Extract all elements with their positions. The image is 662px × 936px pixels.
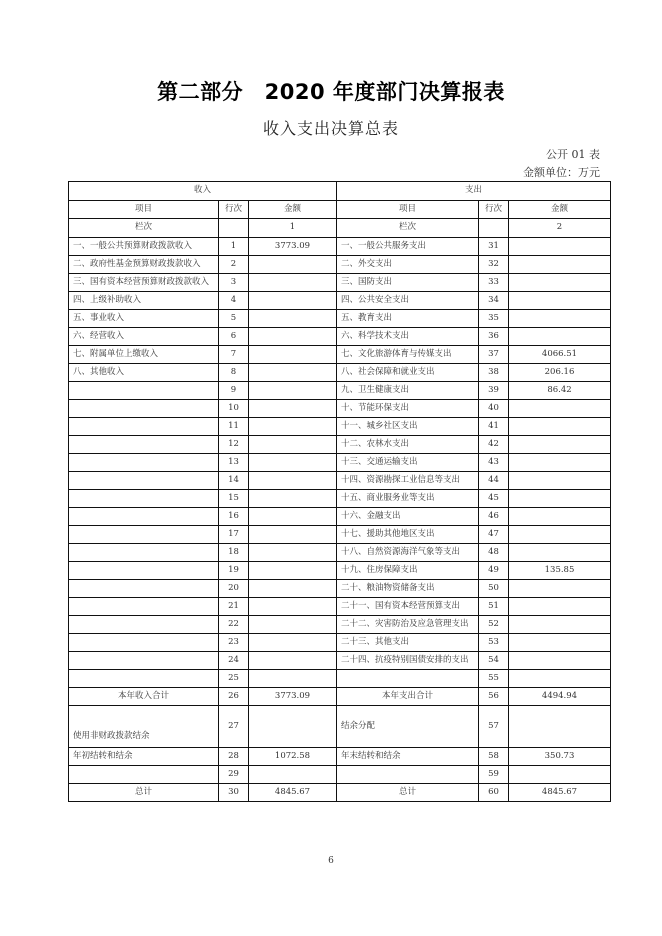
income-amount-cell bbox=[249, 363, 337, 381]
income-line-cell: 17 bbox=[219, 525, 249, 543]
income-amount-cell bbox=[249, 765, 337, 783]
income-amount-cell bbox=[249, 705, 337, 747]
income-index-line bbox=[219, 219, 249, 238]
income-line-cell: 22 bbox=[219, 615, 249, 633]
expense-index-label: 栏次 bbox=[337, 219, 479, 238]
section-header-row bbox=[69, 182, 611, 201]
income-item-cell bbox=[69, 489, 219, 507]
expense-index-col: 2 bbox=[509, 219, 611, 238]
expense-item-cell: 十八、自然资源海洋气象等支出 bbox=[337, 543, 479, 561]
table-code-label: 公开 01 表 bbox=[546, 148, 600, 161]
income-amount-header: 金额 bbox=[249, 200, 337, 219]
income-line-cell: 2 bbox=[219, 255, 249, 273]
table-row bbox=[69, 489, 611, 507]
expense-item-cell: 五、教育支出 bbox=[337, 309, 479, 327]
table-row bbox=[69, 705, 611, 747]
income-line-cell: 26 bbox=[219, 687, 249, 705]
expense-amount-cell: 135.85 bbox=[509, 561, 611, 579]
income-amount-cell bbox=[249, 399, 337, 417]
income-item-cell: 八、其他收入 bbox=[69, 363, 219, 381]
income-item-cell bbox=[69, 615, 219, 633]
income-amount-cell bbox=[249, 453, 337, 471]
income-item-cell: 三、国有资本经营预算财政拨款收入 bbox=[69, 273, 219, 291]
expense-item-cell: 二十四、抗疫特别国债安排的支出 bbox=[337, 651, 479, 669]
income-item-cell bbox=[69, 633, 219, 651]
expense-amount-cell: 206.16 bbox=[509, 363, 611, 381]
expense-amount-cell bbox=[509, 309, 611, 327]
expense-item-cell: 六、科学技术支出 bbox=[337, 327, 479, 345]
expense-line-header: 行次 bbox=[479, 200, 509, 219]
expense-line-cell: 45 bbox=[479, 489, 509, 507]
expense-amount-cell bbox=[509, 543, 611, 561]
income-line-cell: 5 bbox=[219, 309, 249, 327]
expense-line-cell: 56 bbox=[479, 687, 509, 705]
expense-amount-cell bbox=[509, 525, 611, 543]
expense-line-cell: 35 bbox=[479, 309, 509, 327]
expense-amount-cell bbox=[509, 417, 611, 435]
table-row bbox=[69, 507, 611, 525]
income-amount-cell bbox=[249, 651, 337, 669]
income-line-header: 行次 bbox=[219, 200, 249, 219]
income-amount-cell: 3773.09 bbox=[249, 237, 337, 255]
expense-amount-cell: 4494.94 bbox=[509, 687, 611, 705]
income-line-cell: 25 bbox=[219, 669, 249, 687]
income-item-cell: 使用非财政拨款结余 bbox=[69, 705, 219, 747]
expense-item-cell: 十六、金融支出 bbox=[337, 507, 479, 525]
expense-line-cell: 50 bbox=[479, 579, 509, 597]
expense-line-cell: 55 bbox=[479, 669, 509, 687]
expense-item-cell: 总计 bbox=[337, 783, 479, 801]
expense-line-cell: 47 bbox=[479, 525, 509, 543]
expense-line-cell: 33 bbox=[479, 273, 509, 291]
income-amount-cell bbox=[249, 417, 337, 435]
expense-line-cell: 44 bbox=[479, 471, 509, 489]
table-row bbox=[69, 633, 611, 651]
income-section-header: 收入 bbox=[69, 182, 337, 201]
column-index-row bbox=[69, 219, 611, 238]
income-amount-cell bbox=[249, 543, 337, 561]
income-line-cell: 24 bbox=[219, 651, 249, 669]
income-amount-cell bbox=[249, 291, 337, 309]
expense-item-cell: 一、一般公共服务支出 bbox=[337, 237, 479, 255]
income-item-cell bbox=[69, 381, 219, 399]
expense-amount-cell: 4845.67 bbox=[509, 783, 611, 801]
table-row bbox=[69, 435, 611, 453]
expense-line-cell: 60 bbox=[479, 783, 509, 801]
table-row bbox=[69, 381, 611, 399]
expense-amount-cell bbox=[509, 291, 611, 309]
income-line-cell: 30 bbox=[219, 783, 249, 801]
expense-section-header: 支出 bbox=[337, 182, 611, 201]
income-item-header: 项目 bbox=[69, 200, 219, 219]
expense-item-cell: 四、公共安全支出 bbox=[337, 291, 479, 309]
expense-item-cell: 二、外交支出 bbox=[337, 255, 479, 273]
income-line-cell: 20 bbox=[219, 579, 249, 597]
expense-line-cell: 52 bbox=[479, 615, 509, 633]
income-item-cell bbox=[69, 435, 219, 453]
expense-item-cell: 十一、城乡社区支出 bbox=[337, 417, 479, 435]
expense-item-cell: 二十二、灾害防治及应急管理支出 bbox=[337, 615, 479, 633]
income-amount-cell bbox=[249, 615, 337, 633]
expense-line-cell: 42 bbox=[479, 435, 509, 453]
income-item-cell bbox=[69, 765, 219, 783]
table-row bbox=[69, 255, 611, 273]
income-line-cell: 13 bbox=[219, 453, 249, 471]
expense-line-cell: 43 bbox=[479, 453, 509, 471]
income-line-cell: 16 bbox=[219, 507, 249, 525]
table-row bbox=[69, 291, 611, 309]
table-row bbox=[69, 345, 611, 363]
income-item-cell: 二、政府性基金预算财政拨款收入 bbox=[69, 255, 219, 273]
expense-item-cell: 七、文化旅游体育与传媒支出 bbox=[337, 345, 479, 363]
income-line-cell: 10 bbox=[219, 399, 249, 417]
income-line-cell: 15 bbox=[219, 489, 249, 507]
expense-amount-cell bbox=[509, 273, 611, 291]
expense-line-cell: 34 bbox=[479, 291, 509, 309]
expense-item-cell: 九、卫生健康支出 bbox=[337, 381, 479, 399]
expense-line-cell: 59 bbox=[479, 765, 509, 783]
income-amount-cell bbox=[249, 597, 337, 615]
expense-amount-cell bbox=[509, 255, 611, 273]
income-amount-cell: 1072.58 bbox=[249, 747, 337, 765]
income-item-cell bbox=[69, 417, 219, 435]
expense-amount-cell bbox=[509, 765, 611, 783]
page-main-title: 第二部分 2020 年度部门决算报表 bbox=[157, 80, 505, 104]
income-line-cell: 19 bbox=[219, 561, 249, 579]
table-row bbox=[69, 747, 611, 765]
income-item-cell bbox=[69, 525, 219, 543]
income-item-cell bbox=[69, 543, 219, 561]
income-item-cell bbox=[69, 651, 219, 669]
income-line-cell: 12 bbox=[219, 435, 249, 453]
table-row bbox=[69, 525, 611, 543]
table-row bbox=[69, 765, 611, 783]
income-item-cell: 总计 bbox=[69, 783, 219, 801]
income-item-cell bbox=[69, 597, 219, 615]
income-amount-cell bbox=[249, 633, 337, 651]
income-item-cell bbox=[69, 579, 219, 597]
income-item-cell bbox=[69, 507, 219, 525]
expense-item-cell: 二十一、国有资本经营预算支出 bbox=[337, 597, 479, 615]
expense-item-cell: 十、节能环保支出 bbox=[337, 399, 479, 417]
income-amount-cell bbox=[249, 255, 337, 273]
expense-amount-cell bbox=[509, 633, 611, 651]
table-row bbox=[69, 651, 611, 669]
income-item-cell bbox=[69, 471, 219, 489]
table-row bbox=[69, 543, 611, 561]
expense-amount-header: 金额 bbox=[509, 200, 611, 219]
expense-item-cell: 八、社会保障和就业支出 bbox=[337, 363, 479, 381]
expense-line-cell: 41 bbox=[479, 417, 509, 435]
expense-line-cell: 53 bbox=[479, 633, 509, 651]
expense-item-cell: 二十三、其他支出 bbox=[337, 633, 479, 651]
expense-amount-cell bbox=[509, 471, 611, 489]
expense-amount-cell bbox=[509, 579, 611, 597]
income-item-cell: 四、上级补助收入 bbox=[69, 291, 219, 309]
income-amount-cell bbox=[249, 381, 337, 399]
expense-item-cell: 十五、商业服务业等支出 bbox=[337, 489, 479, 507]
expense-amount-cell bbox=[509, 453, 611, 471]
income-item-cell bbox=[69, 669, 219, 687]
income-line-cell: 29 bbox=[219, 765, 249, 783]
expense-line-cell: 48 bbox=[479, 543, 509, 561]
expense-amount-cell: 86.42 bbox=[509, 381, 611, 399]
income-amount-cell bbox=[249, 489, 337, 507]
expense-amount-cell bbox=[509, 507, 611, 525]
expense-item-cell bbox=[337, 669, 479, 687]
amount-unit-label: 金额单位：万元 bbox=[523, 166, 600, 179]
income-item-cell bbox=[69, 399, 219, 417]
income-line-cell: 21 bbox=[219, 597, 249, 615]
income-item-cell: 本年收入合计 bbox=[69, 687, 219, 705]
expense-index-line bbox=[479, 219, 509, 238]
income-item-cell: 五、事业收入 bbox=[69, 309, 219, 327]
expense-amount-cell: 350.73 bbox=[509, 747, 611, 765]
expense-amount-cell: 4066.51 bbox=[509, 345, 611, 363]
income-item-cell bbox=[69, 453, 219, 471]
expense-item-header: 项目 bbox=[337, 200, 479, 219]
income-line-cell: 8 bbox=[219, 363, 249, 381]
expense-amount-cell bbox=[509, 237, 611, 255]
income-amount-cell bbox=[249, 471, 337, 489]
table-row bbox=[69, 579, 611, 597]
expense-line-cell: 40 bbox=[479, 399, 509, 417]
table-row bbox=[69, 417, 611, 435]
income-index-col: 1 bbox=[249, 219, 337, 238]
income-line-cell: 27 bbox=[219, 705, 249, 747]
income-item-cell: 一、一般公共预算财政拨款收入 bbox=[69, 237, 219, 255]
expense-line-cell: 37 bbox=[479, 345, 509, 363]
expense-line-cell: 38 bbox=[479, 363, 509, 381]
income-line-cell: 3 bbox=[219, 273, 249, 291]
expense-line-cell: 51 bbox=[479, 597, 509, 615]
expense-item-cell bbox=[337, 765, 479, 783]
subtotal-row bbox=[69, 687, 611, 705]
income-line-cell: 6 bbox=[219, 327, 249, 345]
expense-line-cell: 31 bbox=[479, 237, 509, 255]
income-line-cell: 18 bbox=[219, 543, 249, 561]
expense-amount-cell bbox=[509, 705, 611, 747]
income-item-cell bbox=[69, 561, 219, 579]
expense-amount-cell bbox=[509, 435, 611, 453]
table-row bbox=[69, 597, 611, 615]
table-row bbox=[69, 615, 611, 633]
expense-item-cell: 十二、农林水支出 bbox=[337, 435, 479, 453]
expense-amount-cell bbox=[509, 615, 611, 633]
expense-line-cell: 39 bbox=[479, 381, 509, 399]
income-amount-cell bbox=[249, 525, 337, 543]
income-line-cell: 28 bbox=[219, 747, 249, 765]
expense-line-cell: 32 bbox=[479, 255, 509, 273]
table-row bbox=[69, 363, 611, 381]
table-row bbox=[69, 273, 611, 291]
income-amount-cell bbox=[249, 273, 337, 291]
income-amount-cell bbox=[249, 507, 337, 525]
expense-item-cell: 十四、资源勘探工业信息等支出 bbox=[337, 471, 479, 489]
income-item-cell: 七、附属单位上缴收入 bbox=[69, 345, 219, 363]
income-expense-summary-table bbox=[68, 181, 611, 802]
expense-item-cell: 十九、住房保障支出 bbox=[337, 561, 479, 579]
income-amount-cell: 3773.09 bbox=[249, 687, 337, 705]
income-amount-cell bbox=[249, 327, 337, 345]
expense-line-cell: 54 bbox=[479, 651, 509, 669]
table-row bbox=[69, 327, 611, 345]
table-row bbox=[69, 471, 611, 489]
table-row bbox=[69, 453, 611, 471]
expense-amount-cell bbox=[509, 489, 611, 507]
expense-line-cell: 49 bbox=[479, 561, 509, 579]
expense-amount-cell bbox=[509, 669, 611, 687]
income-amount-cell bbox=[249, 579, 337, 597]
expense-item-cell: 结余分配 bbox=[337, 705, 479, 747]
expense-amount-cell bbox=[509, 399, 611, 417]
expense-line-cell: 57 bbox=[479, 705, 509, 747]
table-row bbox=[69, 669, 611, 687]
income-line-cell: 1 bbox=[219, 237, 249, 255]
income-item-cell: 年初结转和结余 bbox=[69, 747, 219, 765]
expense-amount-cell bbox=[509, 651, 611, 669]
income-amount-cell bbox=[249, 309, 337, 327]
column-header-row bbox=[69, 200, 611, 219]
table-row bbox=[69, 237, 611, 255]
income-index-label: 栏次 bbox=[69, 219, 219, 238]
grand-total-row bbox=[69, 783, 611, 801]
expense-item-cell: 三、国防支出 bbox=[337, 273, 479, 291]
expense-item-cell: 年末结转和结余 bbox=[337, 747, 479, 765]
expense-amount-cell bbox=[509, 327, 611, 345]
income-line-cell: 4 bbox=[219, 291, 249, 309]
income-amount-cell bbox=[249, 669, 337, 687]
income-item-cell: 六、经营收入 bbox=[69, 327, 219, 345]
income-amount-cell bbox=[249, 435, 337, 453]
expense-line-cell: 58 bbox=[479, 747, 509, 765]
expense-line-cell: 36 bbox=[479, 327, 509, 345]
income-line-cell: 11 bbox=[219, 417, 249, 435]
expense-line-cell: 46 bbox=[479, 507, 509, 525]
income-amount-cell bbox=[249, 345, 337, 363]
income-line-cell: 14 bbox=[219, 471, 249, 489]
income-line-cell: 9 bbox=[219, 381, 249, 399]
expense-item-cell: 十三、交通运输支出 bbox=[337, 453, 479, 471]
expense-amount-cell bbox=[509, 597, 611, 615]
expense-item-cell: 十七、援助其他地区支出 bbox=[337, 525, 479, 543]
table-title: 收入支出决算总表 bbox=[262, 119, 399, 138]
expense-item-cell: 二十、粮油物资储备支出 bbox=[337, 579, 479, 597]
page-number: 6 bbox=[328, 856, 334, 866]
income-amount-cell: 4845.67 bbox=[249, 783, 337, 801]
expense-item-cell: 本年支出合计 bbox=[337, 687, 479, 705]
income-line-cell: 23 bbox=[219, 633, 249, 651]
table-row bbox=[69, 399, 611, 417]
table-row bbox=[69, 561, 611, 579]
income-line-cell: 7 bbox=[219, 345, 249, 363]
income-amount-cell bbox=[249, 561, 337, 579]
table-row bbox=[69, 309, 611, 327]
